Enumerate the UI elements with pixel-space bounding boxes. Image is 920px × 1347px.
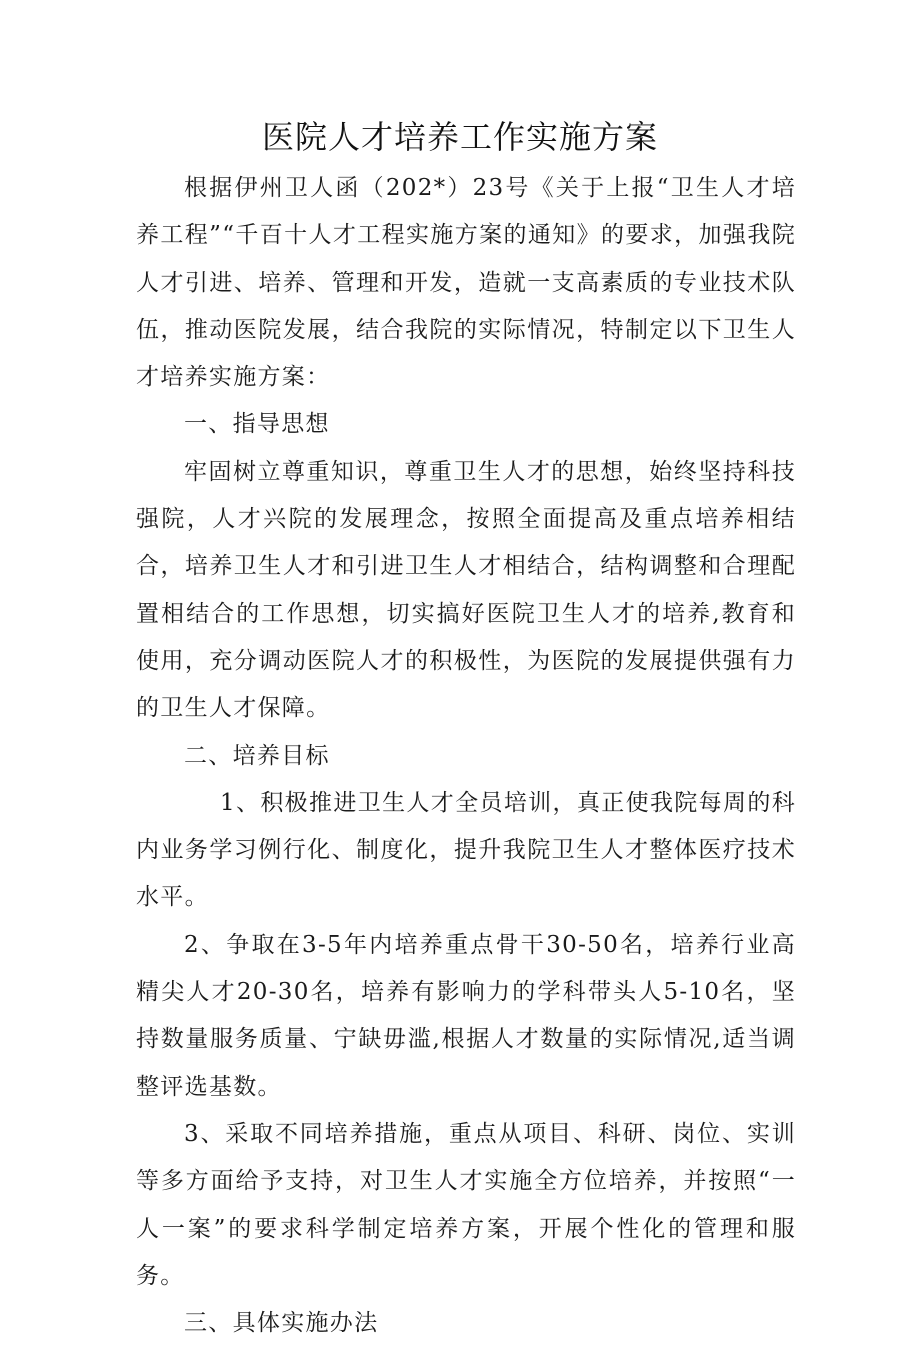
goal-2-paragraph: 2、争取在3-5年内培养重点骨干30-50名，培养行业高精尖人才20-30名，培养有影响力的学科带头人5-10名，坚持数量服务质量、宁缺毋滥,根据人才数量的实际情况,适当调整评选基数。 [136, 931, 796, 1100]
section-heading-guiding-ideology: 一、指导思想 [184, 411, 330, 438]
guiding-ideology-paragraph: 牢固树立尊重知识，尊重卫生人才的思想，始终坚持科技强院，人才兴院的发展理念，按照全面提高及重点培养相结合，培养卫生人才和引进卫生人才相结合，结构调整和合理配置相结合的工作思想，切实搞好医院卫生人才的培养,教育和使用，充分调动医院人才的积极性，为医院的发展提供强有力的卫生人才保障。 [136, 458, 796, 722]
document-title: 医院人才培养工作实施方案 [261, 118, 658, 156]
document-body [136, 165, 796, 1347]
goal-3-paragraph: 3、采取不同培养措施，重点从项目、科研、岗位、实训等多方面给予支持，对卫生人才实施全方位培养，并按照“一人一案”的要求科学制定培养方案，开展个性化的管理和服务。 [136, 1120, 796, 1289]
intro-paragraph: 根据伊州卫人函（202*）23号《关于上报“卫生人才培养工程”“千百十人才工程实施方案的通知》的要求，加强我院人才引进、培养、管理和开发，造就一支高素质的专业技术队伍，推动医院发展，结合我院的实际情况，特制定以下卫生人才培养实施方案： [136, 175, 796, 391]
goal-1-paragraph: 1、积极推进卫生人才全员培训，真正使我院每周的科内业务学习例行化、制度化，提升我院卫生人才整体医疗技术水平。 [136, 789, 796, 911]
section-heading-training-goals: 二、培养目标 [184, 742, 330, 769]
section-heading-implementation: 三、具体实施办法 [184, 1310, 379, 1337]
